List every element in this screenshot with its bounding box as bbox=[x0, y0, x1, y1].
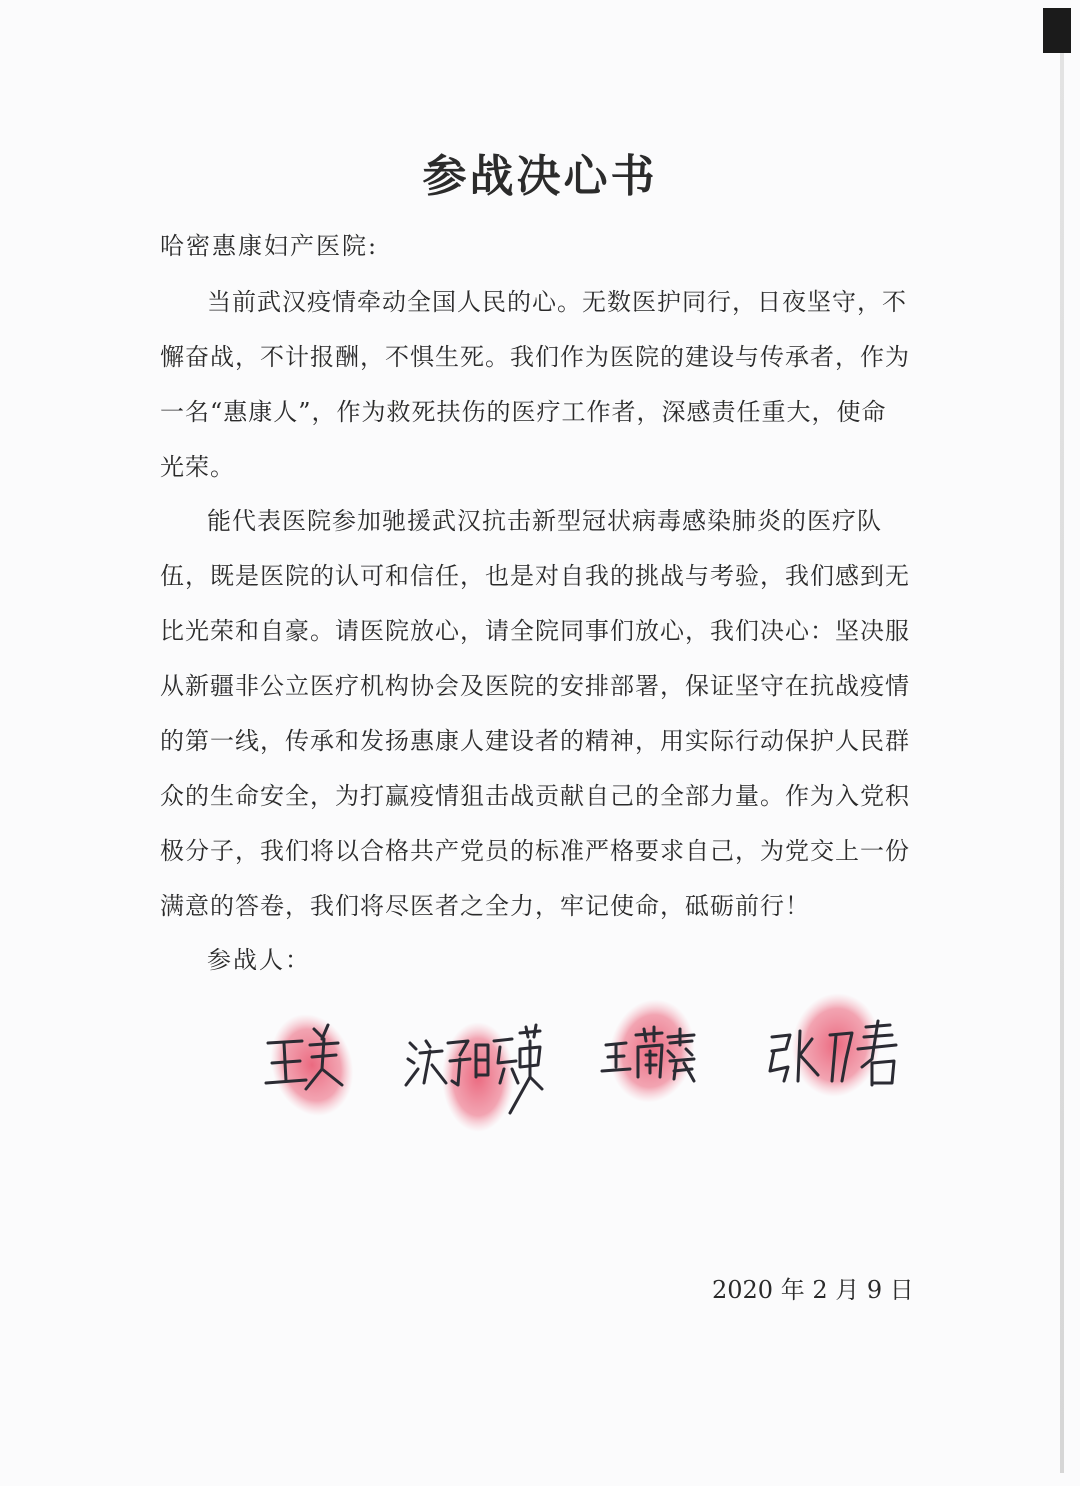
signature-1 bbox=[258, 1003, 366, 1127]
page-edge-line bbox=[1060, 53, 1064, 1473]
fingerprint-1 bbox=[258, 1003, 366, 1127]
signature-3 bbox=[600, 991, 704, 1110]
body-line: 一名“惠康人”，作为救死扶伤的医疗工作者，深感责任重大，使命 bbox=[160, 398, 887, 426]
letter-addressee: 哈密惠康妇产医院: bbox=[160, 232, 379, 260]
body-line: 当前武汉疫情牵动全国人民的心。无数医护同行，日夜坚守，不 bbox=[207, 288, 907, 316]
letter-title: 参战决心书 bbox=[422, 151, 658, 202]
signature-area bbox=[0, 985, 1080, 1145]
letter-date: 2020 年 2 月 9 日 bbox=[712, 1276, 914, 1304]
body-line: 从新疆非公立医疗机构协会及医院的安排部署，保证坚守在抗战疫情 bbox=[160, 672, 910, 700]
signature-label: 参战人： bbox=[207, 946, 311, 974]
signature-4 bbox=[770, 987, 896, 1102]
body-line: 的第一线，传承和发扬惠康人建设者的精神，用实际行动保护人民群 bbox=[160, 727, 910, 755]
signature-2 bbox=[406, 1022, 542, 1132]
body-line: 众的生命安全，为打赢疫情狙击战贡献自己的全部力量。作为入党积 bbox=[160, 782, 910, 810]
body-line: 能代表医院参加驰援武汉抗击新型冠状病毒感染肺炎的医疗队 bbox=[207, 507, 882, 535]
body-line: 极分子，我们将以合格共产党员的标准严格要求自己，为党交上一份 bbox=[160, 837, 910, 865]
body-line: 伍，既是医院的认可和信任，也是对自我的挑战与考验，我们感到无 bbox=[160, 562, 910, 590]
page-edge-shadow bbox=[1043, 8, 1071, 53]
body-line: 满意的答卷，我们将尽医者之全力，牢记使命，砥砺前行！ bbox=[160, 892, 810, 920]
body-line: 光荣。 bbox=[160, 453, 235, 481]
body-line: 懈奋战，不计报酬，不惧生死。我们作为医院的建设与传承者，作为 bbox=[160, 343, 910, 371]
body-line: 比光荣和自豪。请医院放心，请全院同事们放心，我们决心：坚决服 bbox=[160, 617, 910, 645]
